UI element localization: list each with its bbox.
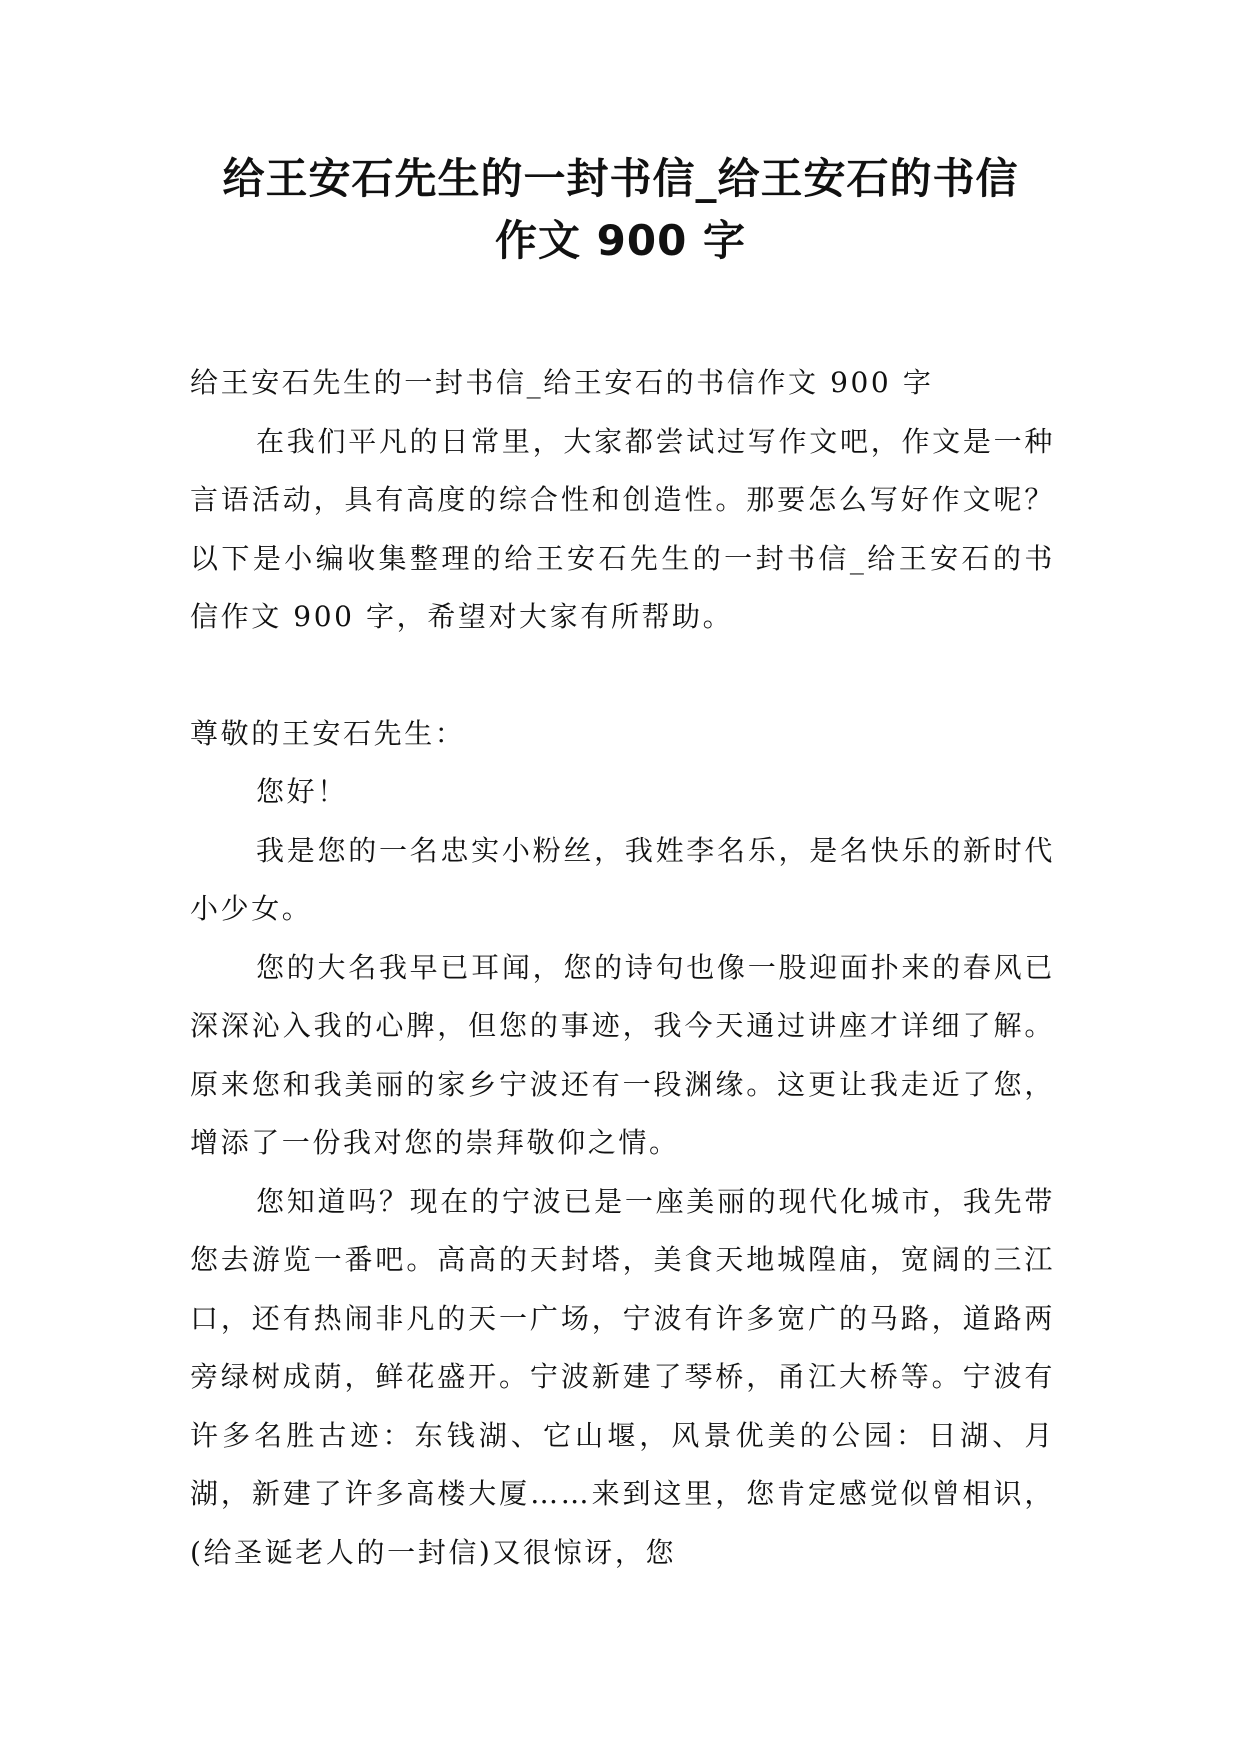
title-line-2: 作文 900 字 — [495, 216, 746, 265]
intro-paragraph: 在我们平凡的日常里，大家都尝试过写作文吧，作文是一种言语活动，具有高度的综合性和创造性。那要怎么写好作文呢？以下是小编收集整理的给王安石先生的一封书信_给王安石的书信作文 900 字，希望对大家有所帮助。 — [190, 424, 1055, 633]
document-body — [190, 354, 1055, 1582]
letter-paragraph-3: 您知道吗？现在的宁波已是一座美丽的现代化城市，我先带您去游览一番吧。高高的天封塔，美食天地城隍庙，宽阔的三江口，还有热闹非凡的天一广场，宁波有许多宽广的马路，道路两旁绿树成荫，鲜花盛开。宁波新建了琴桥，甬江大桥等。宁波有许多名胜古迹：东钱湖、它山堰，风景优美的公园：日湖、月湖，新建了许多高楼大厦……来到这里，您肯定感觉似曾相识，(给圣诞老人的一封信)又很惊讶，您 — [190, 1184, 1055, 1569]
letter-paragraph-1: 我是您的一名忠实小粉丝，我姓李名乐，是名快乐的新时代小少女。 — [190, 833, 1055, 925]
letter-salutation: 尊敬的王安石先生： — [190, 716, 466, 750]
subtitle-line: 给王安石先生的一封书信_给王安石的书信作文 900 字 — [190, 366, 934, 399]
title-line-1: 给王安石先生的一封书信_给王安石的书信 — [222, 154, 1019, 203]
letter-paragraph-2: 您的大名我早已耳闻，您的诗句也像一股迎面扑来的春风已深深沁入我的心脾，但您的事迹，我今天通过讲座才详细了解。原来您和我美丽的家乡宁波还有一段渊缘。这更让我走近了您，增添了一份我对您的崇拜敬仰之情。 — [190, 950, 1055, 1159]
document-title — [150, 148, 1091, 272]
letter-greeting: 您好！ — [256, 775, 348, 808]
